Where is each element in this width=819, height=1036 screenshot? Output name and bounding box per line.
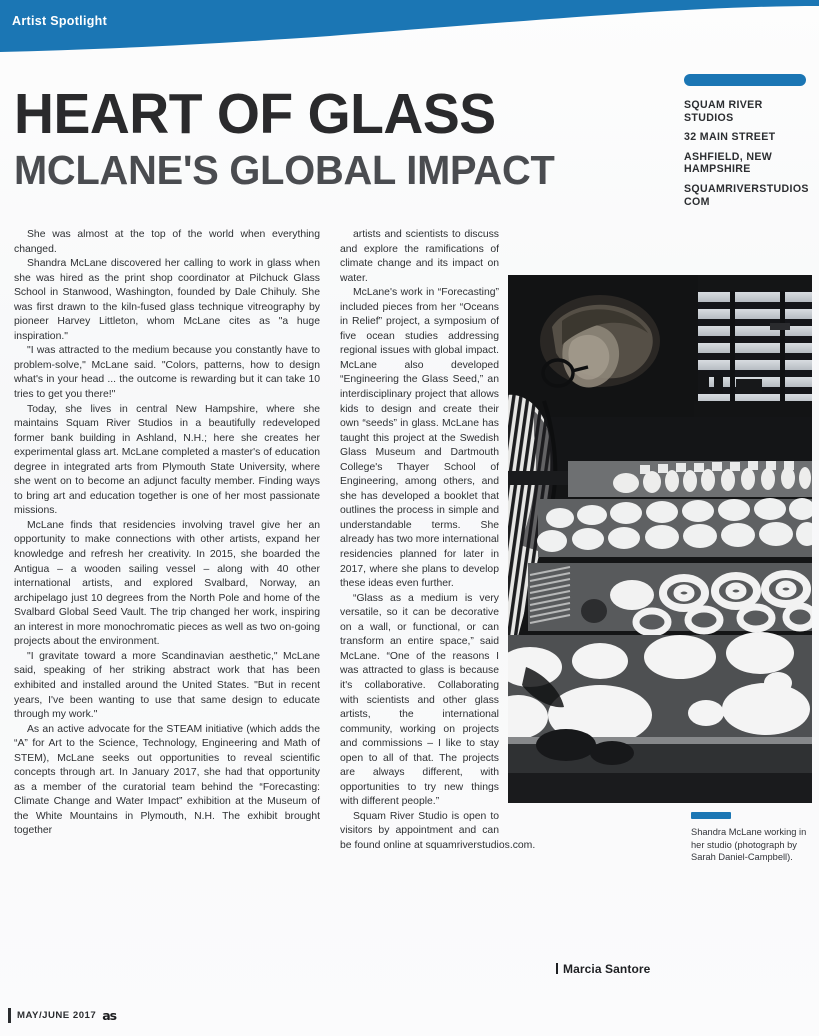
photo-caption-block [691, 812, 813, 864]
paragraph: Squam River Studio is open to visitors by appointment and can be found online at squamriverstudios.com. [340, 810, 536, 851]
page-footer [8, 1008, 116, 1023]
studio-info-block [684, 74, 812, 208]
byline [556, 962, 650, 976]
byline-author: Marcia Santore [563, 962, 651, 976]
kicker-banner-shape [0, 0, 819, 56]
publication-logo: as [102, 1008, 117, 1023]
studio-accent-bar [684, 74, 806, 86]
paragraph: “Glass as a medium is very versatile, so it can be decorative on a wall, or functional, or can transform an entire space,” said McLane. “One of the reasons I was attracted to glass is because it's collaborative. Collaborating with scientists and other glass artists, the international community, working on projects and commissions – I like to stay open to all of that. The projects are always different, with opportunities to try new things with different people.” [340, 592, 499, 808]
paragraph: "I was attracted to the medium because you constantly have to problem-solve," McLane said. "Colors, patterns, how to design what's in your head ... the outcome is rewarding but it can take 10 tries to get you there!" [14, 345, 320, 401]
page-subtitle: MCLANE'S GLOBAL IMPACT [14, 147, 555, 193]
footer-rule [8, 1008, 11, 1023]
paragraph: She was almost at the top of the world when everything changed. [14, 229, 320, 255]
byline-rule [556, 963, 558, 974]
caption-accent-bar [691, 812, 731, 819]
studio-info-line: SQUAMRIVERSTUDIOS COM [684, 182, 809, 208]
footer-issue-date: MAY/JUNE 2017 [17, 1010, 97, 1021]
kicker-label: Artist Spotlight [12, 14, 108, 28]
paragraph: As an active advocate for the STEAM initiative (which adds the “A” for Art to the Science, Technology, Engineering and Math of STEM), McLane seeks out opportunities to reveal scientific concepts through art. In January 2017, she had that opportunity as a member of the curatorial team behind the “Forecasting: Climate Change and Water Impact” exhibition at the Museum of the White Mountains in Plymouth, N.H. The exhibit brought together [14, 723, 320, 837]
photograph-artwork [508, 275, 812, 803]
article-column-1 [14, 228, 320, 839]
studio-info-line: SQUAM RIVER STUDIOS [684, 99, 763, 124]
studio-photograph [508, 275, 812, 803]
kicker-banner [0, 0, 819, 56]
paragraph: McLane's work in “Forecasting” included pieces from her “Oceans in Relief” project, a symposium of five ocean studies addressing regional issues with global impact. McLane also developed “Engineering the Glass Seed,” an interdisciplinary project that allows kids to design and create their own “seeds” in glass. McLane has taught this project at the Swedish Glass Museum and Dartmouth College's Thayer School of Engineering, among others, and she has developed a booklet that outlines the process in simple and understandable terms. She already has two more international residencies planned for later in 2017, where she plans to develop these ideas even further. [340, 287, 499, 590]
paragraph: Shandra McLane discovered her calling to work in glass when she was hired as the print shop coordinator at Pilchuck Glass School in Stanwood, Washington, founded by Dale Chihuly. She was first drawn to the kiln-fused glass technique vitreography by pioneer Harvey Littleton, whom McLane cites as "a huge inspiration." [14, 258, 320, 342]
photo-caption: Shandra McLane working in her studio (photograph by Sarah Daniel-Campbell). [691, 827, 807, 863]
paragraph: "I gravitate toward a more Scandinavian aesthetic," McLane said, speaking of her striking abstract work that has been exhibited and installed around the United States. "But in recent years, I've been wanting to use that same design to educate through my work." [14, 650, 320, 721]
page-title: HEART OF GLASS [14, 82, 496, 146]
paragraph: McLane finds that residencies involving travel give her an opportunity to make connections with other artists, expand her knowledge and refresh her creativity. In 2015, she boarded the Antigua – a wooden sailing vessel – along with 40 other international artists, and explored Svalbard, Norway, an archipelago just 10 degrees from the North Pole and home of the Svalbard Global Seed Vault. The trip changed her work, inspiring an interest in more monochromatic pieces as well as two on-going projects about the environment. [14, 519, 320, 648]
paragraph: artists and scientists to discuss and explore the ramifications of climate change and its impact on water. [340, 229, 499, 284]
studio-info-line: 32 MAIN STREET [684, 131, 776, 144]
paragraph: Today, she lives in central New Hampshire, where she maintains Squam River Studios in a beautifully redeveloped former bank building in Ashland, N.H.; here she creates her experimental glass art. McLane completed a master's of education degree in integrated arts from Plymouth State University, where she went on to become an adjunct faculty member. Finding ways to bring art and education together is one of her most passionate missions. [14, 403, 320, 517]
studio-info-line: ASHFIELD, NEW HAMPSHIRE [684, 150, 773, 176]
